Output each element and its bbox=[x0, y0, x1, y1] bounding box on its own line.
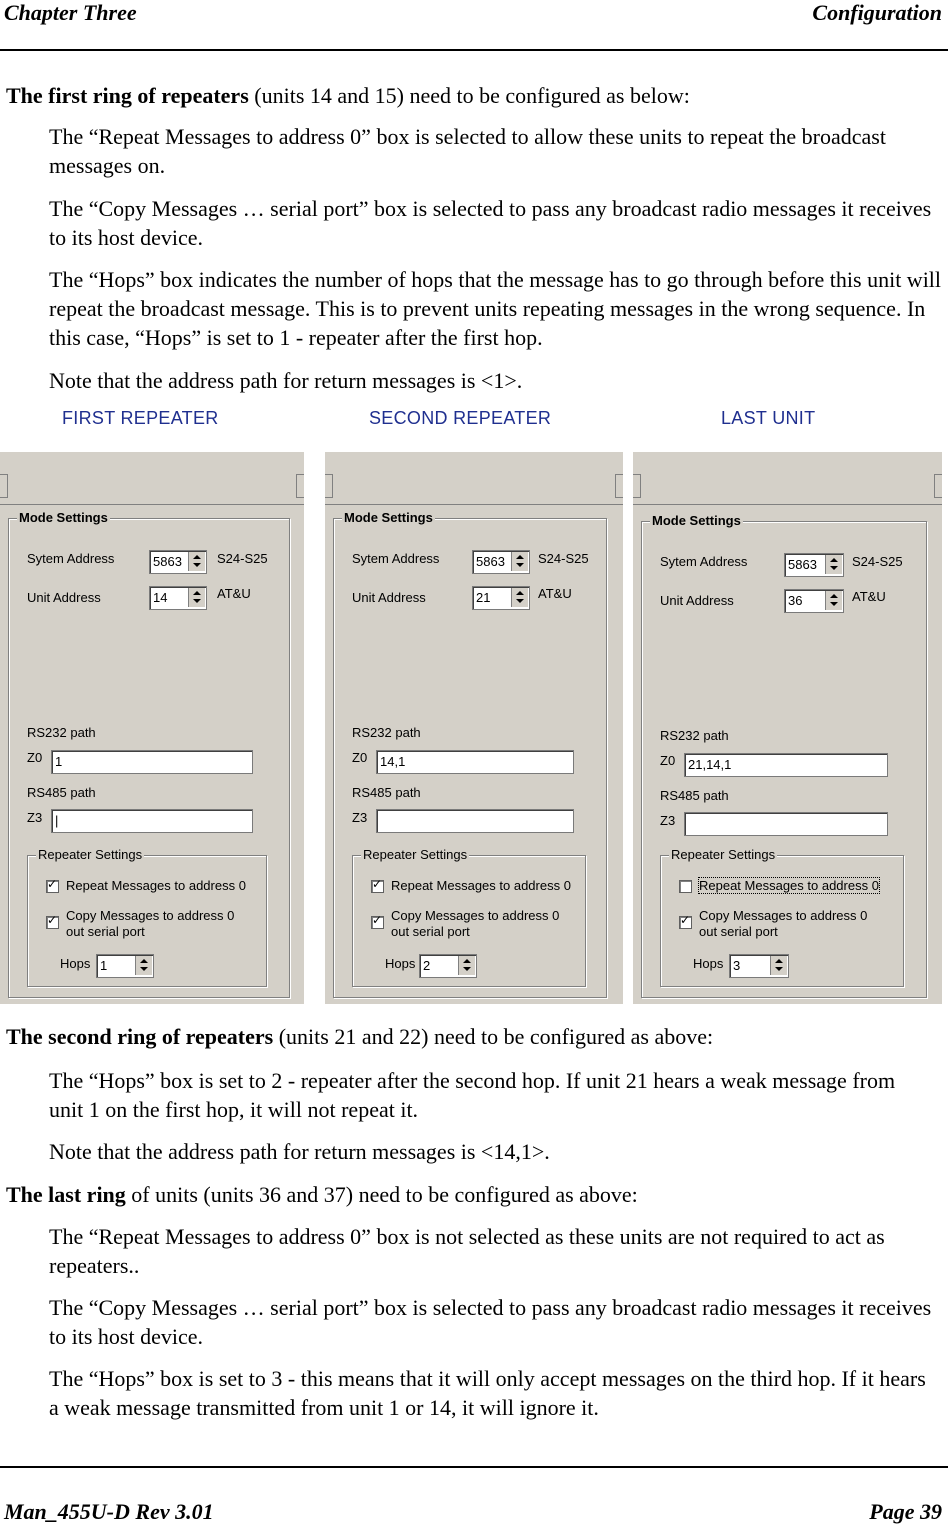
caption-last-unit: LAST UNIT bbox=[721, 408, 816, 428]
last-ring-heading: The last ring of units (units 36 and 37) need to be configured as above: bbox=[6, 1182, 638, 1207]
copy-messages-label-line1[interactable]: Copy Messages to address 0 bbox=[391, 908, 560, 923]
paragraph-repeat-messages: The “Repeat Messages to address 0” box is selected to allow these units to repeat the broadcast messages on. bbox=[49, 124, 886, 178]
spinner-arrows-icon[interactable] bbox=[188, 552, 205, 571]
unit-address-spinner[interactable]: 21 bbox=[472, 586, 530, 610]
copy-messages-label-line2[interactable]: out serial port bbox=[699, 924, 778, 939]
z0-label: Z0 bbox=[27, 750, 43, 765]
repeat-messages-checkbox[interactable] bbox=[46, 880, 59, 893]
spinner-arrows-icon[interactable] bbox=[458, 956, 475, 975]
tab-scroll-right[interactable] bbox=[296, 474, 304, 498]
first-ring-heading: The first ring of repeaters (units 14 and 15) need to be configured as below: bbox=[6, 83, 690, 108]
paragraph-address-path: Note that the address path for return messages is <1>. bbox=[49, 368, 523, 393]
hops-label: Hops bbox=[60, 956, 91, 971]
repeater-settings-group bbox=[352, 847, 586, 987]
section-title: Configuration bbox=[812, 0, 942, 25]
unit-address-label: Unit Address bbox=[352, 590, 426, 605]
manual-version: Man_455U-D Rev 3.01 bbox=[4, 1499, 214, 1524]
dialog-last-unit bbox=[633, 438, 942, 1004]
rs232-path-input[interactable]: 14,1 bbox=[376, 750, 574, 774]
rs485-path-label: RS485 path bbox=[352, 785, 421, 800]
paragraph-hops: The “Hops” box indicates the number of hops that the message has to go through before this unit will repeat the broadcast message. This is to prevent units repeating messages in the wrong sequence. In this case, “Hops” is set to 1 - repeater after the first hop. bbox=[49, 267, 942, 350]
rs485-path-input[interactable]: | bbox=[51, 809, 253, 833]
copy-messages-label-line1[interactable]: Copy Messages to address 0 bbox=[699, 908, 868, 923]
copy-messages-checkbox[interactable] bbox=[679, 916, 692, 929]
mode-settings-group bbox=[641, 513, 927, 998]
rs232-path-input[interactable]: 1 bbox=[51, 750, 253, 774]
caption-first-repeater: FIRST REPEATER bbox=[62, 408, 219, 428]
paragraph-second-hops: The “Hops” box is set to 2 - repeater after the second hop. If unit 21 hears a weak message from unit 1 on the first hop, it will not repeat it. bbox=[49, 1068, 896, 1122]
tab-scroll-left[interactable] bbox=[325, 474, 333, 498]
spinner-arrows-icon[interactable] bbox=[825, 591, 842, 610]
z3-label: Z3 bbox=[27, 810, 43, 825]
system-address-label: Sytem Address bbox=[27, 551, 115, 566]
rs485-path-label: RS485 path bbox=[660, 788, 729, 803]
paragraph-second-address-path: Note that the address path for return messages is <14,1>. bbox=[49, 1139, 550, 1164]
spinner-arrows-icon[interactable] bbox=[511, 588, 528, 607]
copy-messages-checkbox[interactable] bbox=[371, 916, 384, 929]
copy-messages-label-line2[interactable]: out serial port bbox=[391, 924, 470, 939]
rs232-path-label: RS232 path bbox=[27, 725, 96, 740]
repeater-settings-group bbox=[660, 847, 904, 987]
hops-spinner[interactable]: 1 bbox=[96, 954, 154, 978]
copy-messages-label-line1[interactable]: Copy Messages to address 0 bbox=[66, 908, 235, 923]
unit-address-spinner[interactable]: 36 bbox=[784, 589, 844, 613]
z3-label: Z3 bbox=[660, 813, 676, 828]
spinner-arrows-icon[interactable] bbox=[135, 956, 152, 975]
footer-rule bbox=[0, 1466, 948, 1468]
atu-label: AT&U bbox=[538, 586, 572, 601]
page-number: Page 39 bbox=[869, 1499, 942, 1524]
repeat-messages-label[interactable]: Repeat Messages to address 0 bbox=[66, 878, 246, 893]
copy-messages-label-line2[interactable]: out serial port bbox=[66, 924, 145, 939]
system-address-label: Sytem Address bbox=[660, 554, 748, 569]
repeater-settings-group bbox=[27, 847, 267, 987]
tab-scroll-right[interactable] bbox=[615, 474, 623, 498]
repeat-messages-checkbox[interactable] bbox=[371, 880, 384, 893]
repeat-messages-checkbox[interactable] bbox=[679, 880, 692, 893]
mode-settings-title: Mode Settings bbox=[19, 510, 108, 525]
rs232-path-label: RS232 path bbox=[660, 728, 729, 743]
spinner-arrows-icon[interactable] bbox=[770, 956, 787, 975]
mode-settings-title: Mode Settings bbox=[344, 510, 433, 525]
tab-scroll-left[interactable] bbox=[0, 474, 8, 498]
spinner-arrows-icon[interactable] bbox=[511, 552, 528, 571]
hops-spinner[interactable]: 3 bbox=[729, 954, 789, 978]
copy-messages-checkbox[interactable] bbox=[46, 916, 59, 929]
s24-s25-label: S24-S25 bbox=[852, 554, 903, 569]
spinner-arrows-icon[interactable] bbox=[188, 588, 205, 607]
z0-label: Z0 bbox=[660, 753, 676, 768]
repeater-settings-title: Repeater Settings bbox=[38, 847, 143, 862]
spinner-arrows-icon[interactable] bbox=[825, 555, 842, 574]
dialog-second-repeater bbox=[325, 438, 623, 1004]
paragraph-last-hops: The “Hops” box is set to 3 - this means that it will only accept messages on the third hop. If it hears a weak message transmitted from unit 1 or 14, it will ignore it. bbox=[49, 1366, 926, 1420]
tab-scroll-left[interactable] bbox=[633, 474, 641, 498]
header-rule bbox=[0, 49, 948, 51]
s24-s25-label: S24-S25 bbox=[217, 551, 268, 566]
hops-spinner[interactable]: 2 bbox=[419, 954, 477, 978]
system-address-spinner[interactable]: 5863 bbox=[149, 550, 207, 574]
paragraph-copy-messages: The “Copy Messages … serial port” box is selected to pass any broadcast radio messages it receives to its host device. bbox=[49, 196, 932, 250]
z3-label: Z3 bbox=[352, 810, 368, 825]
paragraph-last-repeat: The “Repeat Messages to address 0” box is not selected as these units are not required to act as repeaters.. bbox=[49, 1224, 885, 1278]
unit-address-label: Unit Address bbox=[660, 593, 734, 608]
system-address-spinner[interactable]: 5863 bbox=[472, 550, 530, 574]
rs232-path-input[interactable]: 21,14,1 bbox=[684, 753, 888, 777]
z0-label: Z0 bbox=[352, 750, 368, 765]
rs232-path-label: RS232 path bbox=[352, 725, 421, 740]
second-ring-heading: The second ring of repeaters (units 21 and 22) need to be configured as above: bbox=[6, 1024, 714, 1049]
atu-label: AT&U bbox=[852, 589, 886, 604]
repeater-settings-title: Repeater Settings bbox=[363, 847, 468, 862]
s24-s25-label: S24-S25 bbox=[538, 551, 589, 566]
chapter-title: Chapter Three bbox=[4, 0, 137, 25]
dialog-first-repeater bbox=[0, 438, 304, 1004]
mode-settings-group bbox=[333, 510, 607, 998]
hops-label: Hops bbox=[693, 956, 724, 971]
system-address-label: Sytem Address bbox=[352, 551, 440, 566]
unit-address-label: Unit Address bbox=[27, 590, 101, 605]
tab-scroll-right[interactable] bbox=[934, 474, 942, 498]
rs485-path-input[interactable] bbox=[684, 812, 888, 836]
paragraph-last-copy: The “Copy Messages … serial port” box is selected to pass any broadcast radio messages it receives to its host device. bbox=[49, 1295, 932, 1349]
atu-label: AT&U bbox=[217, 586, 251, 601]
rs485-path-input[interactable] bbox=[376, 809, 574, 833]
system-address-spinner[interactable]: 5863 bbox=[784, 553, 844, 577]
mode-settings-title: Mode Settings bbox=[652, 513, 741, 528]
rs485-path-label: RS485 path bbox=[27, 785, 96, 800]
repeater-settings-title: Repeater Settings bbox=[671, 847, 776, 862]
mode-settings-group bbox=[8, 510, 290, 998]
repeat-messages-label[interactable]: Repeat Messages to address 0 bbox=[391, 878, 571, 893]
caption-second-repeater: SECOND REPEATER bbox=[369, 408, 552, 428]
hops-label: Hops bbox=[385, 956, 416, 971]
unit-address-spinner[interactable]: 14 bbox=[149, 586, 207, 610]
repeat-messages-label[interactable]: Repeat Messages to address 0 bbox=[699, 878, 879, 893]
